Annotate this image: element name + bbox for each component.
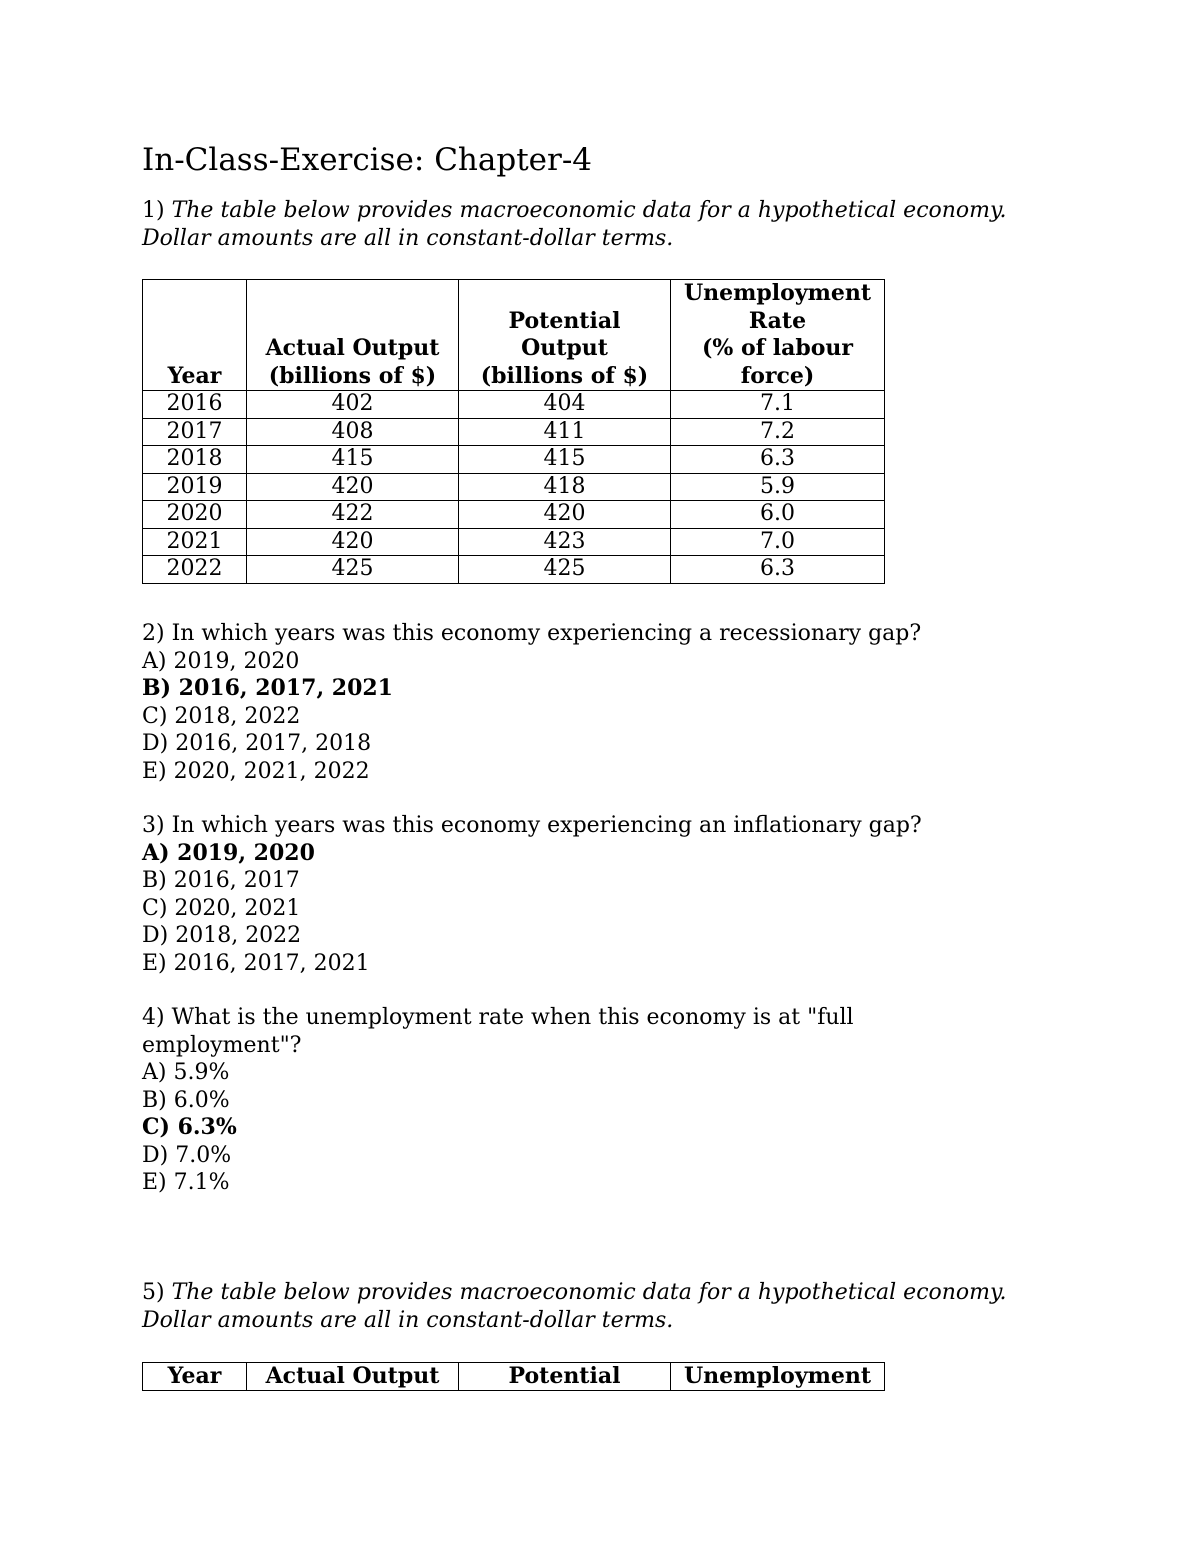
cell-unemployment: 5.9 xyxy=(671,473,885,501)
table-header-row xyxy=(143,1363,885,1391)
cell-unemployment: 6.3 xyxy=(671,446,885,474)
cell-potential: 415 xyxy=(459,446,671,474)
question-1-text: The table below provides macroeconomic data for a hypothetical economy. Dollar amounts are all in constant-dollar terms. xyxy=(142,198,1007,251)
option-d: D) 2018, 2022 xyxy=(142,923,302,948)
option-c: C) 2020, 2021 xyxy=(142,895,301,921)
question-4-text: 4) What is the unemployment rate when this economy is at "full employment"? xyxy=(142,1005,854,1058)
cell-actual: 402 xyxy=(247,391,459,419)
header-year: Year xyxy=(143,1363,247,1391)
cell-year: 2020 xyxy=(143,501,247,529)
option-e: E) 7.1% xyxy=(142,1170,230,1195)
question-5-text: The table below provides macroeconomic data for a hypothetical economy. Dollar amounts are all in constant-dollar terms. xyxy=(142,1280,1007,1333)
question-4-options xyxy=(142,1059,922,1197)
question-2 xyxy=(142,620,1042,785)
cell-potential: 404 xyxy=(459,391,671,419)
cell-potential: 423 xyxy=(459,528,671,556)
cell-year: 2022 xyxy=(143,556,247,584)
option-a: A) 2019, 2020 xyxy=(142,839,315,866)
option-b: B) 6.0% xyxy=(142,1087,230,1113)
table-row xyxy=(143,501,885,529)
table-row xyxy=(143,391,885,419)
question-4 xyxy=(142,1004,922,1197)
header-unemployment-rate: Unemployment Rate (% of labour force) xyxy=(671,280,885,391)
option-a: A) 5.9% xyxy=(142,1060,230,1085)
table-row xyxy=(143,473,885,501)
cell-potential: 418 xyxy=(459,473,671,501)
question-5-number: 5) xyxy=(142,1280,165,1305)
table-row xyxy=(143,446,885,474)
cell-actual: 415 xyxy=(247,446,459,474)
macro-data-table xyxy=(142,279,885,584)
cell-unemployment: 6.3 xyxy=(671,556,885,584)
cell-unemployment: 7.0 xyxy=(671,528,885,556)
cell-actual: 420 xyxy=(247,528,459,556)
table-row xyxy=(143,556,885,584)
question-2-options xyxy=(142,648,1042,786)
cell-actual: 425 xyxy=(247,556,459,584)
cell-actual: 408 xyxy=(247,418,459,446)
table-row xyxy=(143,418,885,446)
option-b: B) 2016, 2017 xyxy=(142,868,300,893)
header-unemployment: Unemployment xyxy=(671,1363,885,1391)
cell-year: 2018 xyxy=(143,446,247,474)
header-actual-output: Actual Output (billions of $) xyxy=(247,280,459,391)
header-actual-output: Actual Output xyxy=(247,1363,459,1391)
option-d: D) 2016, 2017, 2018 xyxy=(142,731,372,756)
header-potential-output: Potential Output (billions of $) xyxy=(459,280,671,391)
option-c: C) 2018, 2022 xyxy=(142,703,301,729)
option-b: B) 2016, 2017, 2021 xyxy=(142,675,393,701)
cell-actual: 420 xyxy=(247,473,459,501)
cell-actual: 422 xyxy=(247,501,459,529)
cell-year: 2019 xyxy=(143,473,247,501)
cell-year: 2017 xyxy=(143,418,247,446)
question-3-text: 3) In which years was this economy experiencing an inflationary gap? xyxy=(142,813,922,838)
question-2-text: 2) In which years was this economy experiencing a recessionary gap? xyxy=(142,621,922,646)
question-5 xyxy=(142,1279,1042,1334)
page-title: In-Class-Exercise: Chapter-4 xyxy=(142,142,593,178)
option-e: E) 2020, 2021, 2022 xyxy=(142,758,370,784)
header-year: Year xyxy=(143,280,247,391)
cell-unemployment: 7.1 xyxy=(671,391,885,419)
cell-unemployment: 7.2 xyxy=(671,418,885,446)
cell-potential: 425 xyxy=(459,556,671,584)
header-potential: Potential xyxy=(459,1363,671,1391)
macro-data-table-2 xyxy=(142,1362,885,1391)
question-3 xyxy=(142,812,1042,977)
question-1-number: 1) xyxy=(142,198,165,223)
table-row xyxy=(143,528,885,556)
question-1 xyxy=(142,197,1042,252)
cell-potential: 411 xyxy=(459,418,671,446)
option-a: A) 2019, 2020 xyxy=(142,648,300,674)
option-d: D) 7.0% xyxy=(142,1142,232,1168)
option-c: C) 6.3% xyxy=(142,1114,237,1140)
cell-unemployment: 6.0 xyxy=(671,501,885,529)
table-header-row xyxy=(143,280,885,391)
cell-year: 2016 xyxy=(143,391,247,419)
cell-potential: 420 xyxy=(459,501,671,529)
question-3-options xyxy=(142,840,1042,978)
cell-year: 2021 xyxy=(143,528,247,556)
option-e: E) 2016, 2017, 2021 xyxy=(142,950,370,976)
